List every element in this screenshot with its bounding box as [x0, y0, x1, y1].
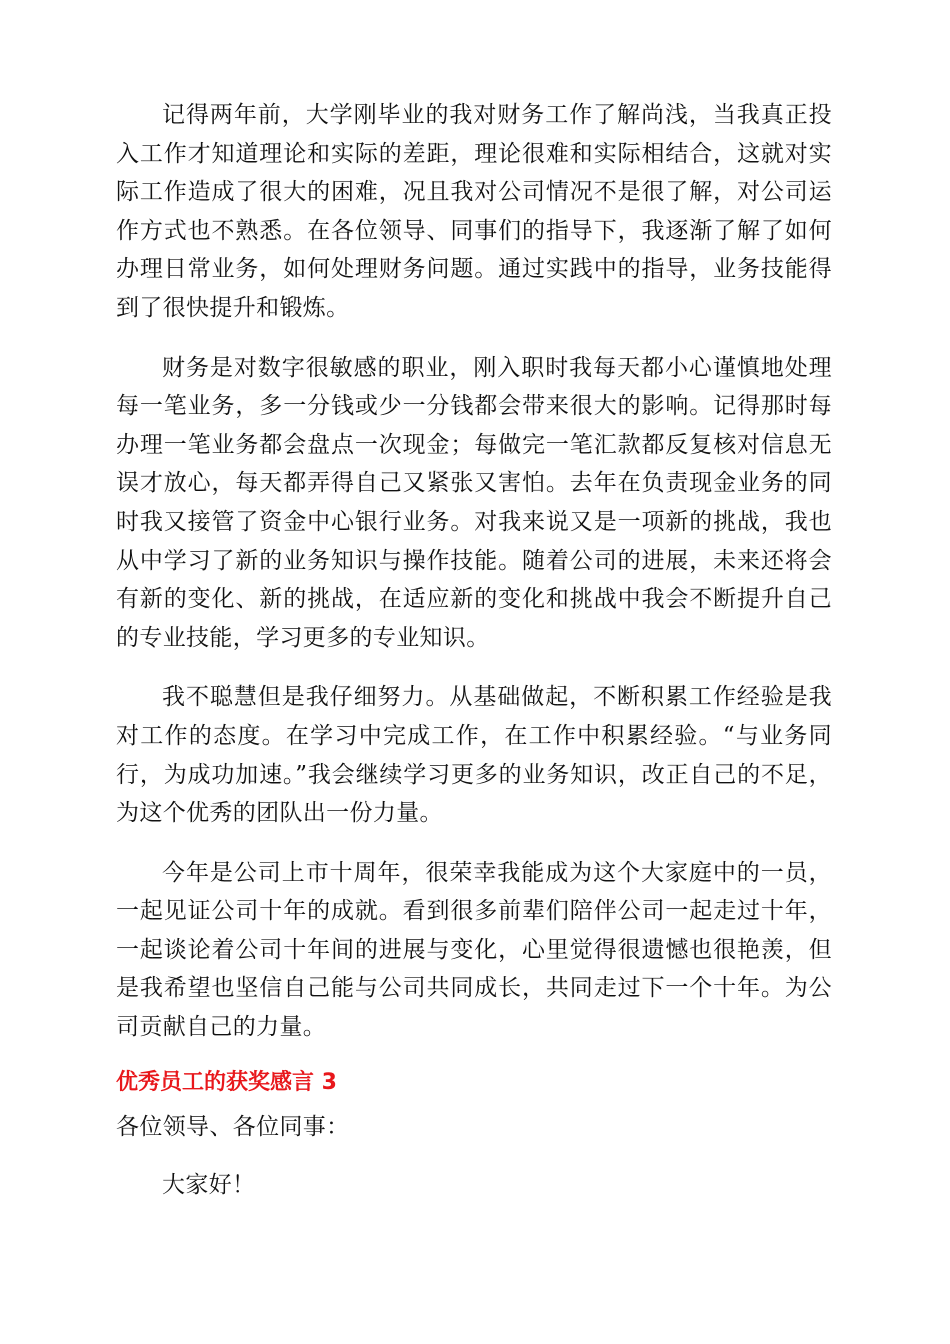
section-heading: 优秀员工的获奖感言 3 [116, 1069, 337, 1095]
body-paragraph-2: 财务是对数字很敏感的职业，刚入职时我每天都小心谨慎地处理每一笔业务，多一分钱或少一分钱都会带来很大的影响。记得那时每办理一笔业务都会盘点一次现金；每做完一笔汇款都反复核对信息无误才放心，每天都弄得自己又紧张又害怕。去年在负责现金业务的同时我又接管了资金中心银行业务。对我来说又是一项新的挑战，我也从中学习了新的业务知识与操作技能。随着公司的进展，未来还将会有新的变化、新的挑战，在适应新的变化和挑战中我会不断提升自己的专业技能，学习更多的专业知识。 [116, 354, 832, 651]
body-paragraph-1: 记得两年前，大学刚毕业的我对财务工作了解尚浅，当我真正投入工作才知道理论和实际的差距，理论很难和实际相结合，这就对实际工作造成了很大的困难，况且我对公司情况不是很了解，对公司运作方式也不熟悉。在各位领导、同事们的指导下，我逐渐了解了如何办理日常业务，如何处理财务问题。通过实践中的指导，业务技能得到了很快提升和锻炼。 [116, 102, 832, 321]
body-paragraph-4: 今年是公司上市十周年，很荣幸我能成为这个大家庭中的一员，一起见证公司十年的成就。看到很多前辈们陪伴公司一起走过十年，一起谈论着公司十年间的进展与变化，心里觉得很遗憾也很艳羡，但是我希望也坚信自己能与公司共同成长，共同走过下一个十年。为公司贡献自己的力量。 [116, 859, 832, 1041]
document-page [116, 96, 832, 1204]
greeting: 大家好！ [162, 1171, 256, 1198]
salutation: 各位领导、各位同事： [116, 1113, 350, 1140]
body-paragraph-3: 我不聪慧但是我仔细努力。从基础做起，不断积累工作经验是我对工作的态度。在学习中完成工作，在工作中积累经验。“与业务同行，为成功加速。”我会继续学习更多的业务知识，改正自己的不足，为这个优秀的团队出一份力量。 [116, 684, 832, 827]
